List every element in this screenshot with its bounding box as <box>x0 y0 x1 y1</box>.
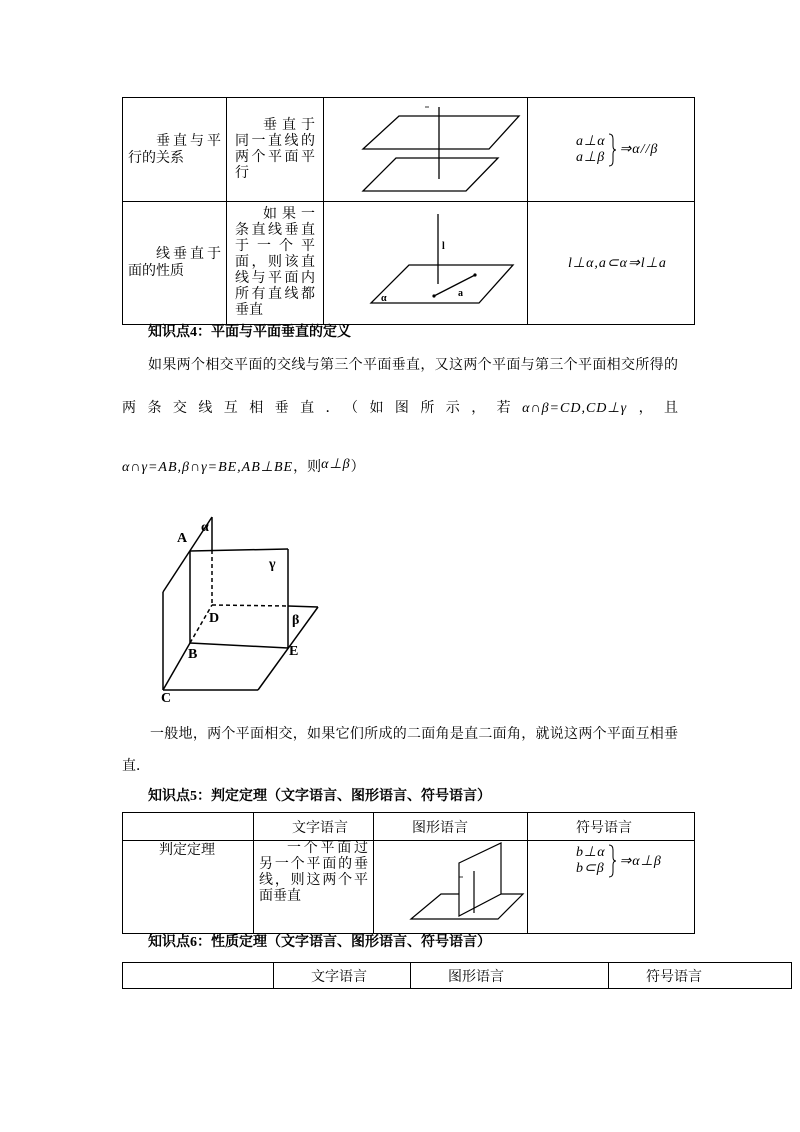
row-figure <box>324 98 528 202</box>
theorem-name: 判定定理 <box>123 841 254 934</box>
table-header-row <box>123 963 792 989</box>
formula-condition: b⊂β <box>576 861 605 876</box>
line-be <box>190 643 288 648</box>
theorem-text: 一个平面过另一个平面的垂线，则这两个平面垂直 <box>254 841 374 934</box>
table-row <box>123 841 695 934</box>
symbol-formula <box>576 133 658 167</box>
section-heading-6: 知识点6：性质定理（文字语言、图形语言、符号语言） <box>148 935 491 950</box>
definition-text: ） <box>350 460 365 475</box>
label-alpha: α <box>201 520 209 535</box>
header-text-language: 文字语言 <box>274 963 411 989</box>
criterion-table <box>122 812 695 934</box>
segment-endpoint <box>432 294 435 297</box>
theorem-symbol <box>528 841 695 934</box>
segment-endpoint <box>473 273 476 276</box>
label-d-point: D <box>209 611 220 626</box>
definition-text: ，则 <box>293 460 322 475</box>
section-heading-4: 知识点4：平面与平面垂直的定义 <box>148 325 351 340</box>
definition-formula: α∩β=CD,CD⊥γ <box>522 401 628 416</box>
row-text: 垂直于同一直线的两个平面平行 <box>227 98 324 202</box>
plane-vertical <box>459 843 501 916</box>
header-symbol-language: 符号语言 <box>609 963 792 989</box>
line-a <box>434 275 475 296</box>
general-definition: 一般地，两个平面相交，如果它们所成的二面角是直二面角，就说这两个平面互相垂直． <box>122 727 678 774</box>
header-empty <box>123 813 254 841</box>
lower-plane <box>363 158 498 191</box>
theorem-figure <box>374 841 528 934</box>
header-figure-language: 图形语言 <box>411 963 609 989</box>
label-a: a <box>458 288 463 299</box>
label-l: l <box>442 241 445 252</box>
right-brace-icon <box>608 133 617 167</box>
formula-condition: b⊥α <box>576 845 606 860</box>
label-e-point: E <box>289 644 299 659</box>
label-b-point: B <box>188 647 198 662</box>
row-figure <box>324 202 528 325</box>
label-a-point: A <box>177 531 188 546</box>
parallel-planes-figure <box>324 98 528 201</box>
plane-alpha <box>371 265 513 303</box>
definition-line-1: 如果两个相交平面的交线与第三个平面垂直，又这两个平面与第三个平面相交所得的 <box>148 358 678 373</box>
plane-beta-hidden-edge <box>212 605 288 606</box>
row-symbol <box>528 202 695 325</box>
perpendicular-planes-figure <box>150 505 330 710</box>
definition-text: 两条交线互相垂直．（如图所示，若 <box>122 401 523 416</box>
plane-gamma-top-edge <box>190 549 288 551</box>
table-row <box>123 98 695 202</box>
property-table <box>122 962 792 989</box>
symbol-formula: l⊥α,a⊂α⇒l⊥a <box>568 255 667 271</box>
section-heading-5: 知识点5：判定定理（文字语言、图形语言、符号语言） <box>148 789 491 804</box>
row-topic: 线垂直于面的性质 <box>123 202 227 325</box>
line-cb <box>163 643 190 690</box>
header-text-language: 文字语言 <box>254 813 374 841</box>
formula-condition: a⊥α <box>576 133 606 149</box>
header-empty <box>123 963 274 989</box>
line-perpendicular-plane-figure <box>324 202 528 324</box>
formula-result: ⇒α//β <box>619 142 659 157</box>
header-figure-language: 图形语言 <box>374 813 528 841</box>
label-beta: β <box>292 613 300 628</box>
table-row <box>123 202 695 325</box>
definition-line-3 <box>122 459 422 477</box>
table-header-row <box>123 813 695 841</box>
formula-conditions <box>576 134 606 166</box>
definition-text: ，且 <box>627 401 679 416</box>
symbol-formula <box>576 844 662 878</box>
plane-beta-back-edge <box>288 606 318 607</box>
formula-result: ⇒α⊥β <box>619 853 662 869</box>
upper-plane <box>363 116 519 149</box>
definition-line-2 <box>122 400 678 418</box>
definition-conclusion: α⊥β <box>321 457 351 472</box>
row-text: 如果一条直线垂直于一个平面，则该直线与平面内所有直线都垂直 <box>227 202 324 325</box>
relations-table <box>122 97 695 325</box>
label-gamma: γ <box>269 557 276 572</box>
row-symbol <box>528 98 695 202</box>
label-alpha: α <box>381 293 387 304</box>
definition-formula: α∩γ=AB,β∩γ=BE,AB⊥BE <box>122 460 294 475</box>
right-brace-icon <box>608 844 617 878</box>
row-topic: 垂直与平行的关系 <box>123 98 227 202</box>
label-c-point: C <box>161 691 172 706</box>
formula-conditions <box>576 845 606 877</box>
criterion-figure <box>374 841 528 933</box>
header-symbol-language: 符号语言 <box>528 813 695 841</box>
formula-condition: a⊥β <box>576 149 606 165</box>
